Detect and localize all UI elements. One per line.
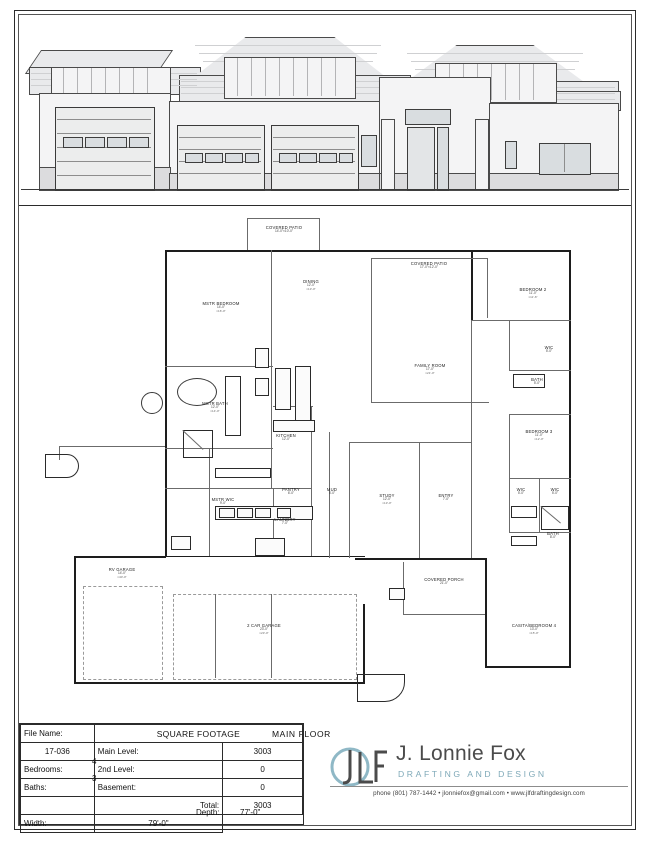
second-level-label: 2nd Level: [94,761,222,779]
main-level-value: 3003 [223,743,303,761]
kitchen-range [255,378,269,396]
title-block [19,723,304,828]
room-label-rv-garage: RV GARAGE 14'-0" ×40'-0" [108,567,136,579]
room-label-mstr-bedroom: MSTR BEDROOM 14'-0" ×16'-0" [202,301,240,313]
square-footage-header: SQUARE FOOTAGE [94,725,302,743]
room-label-bath-2: BATH 5'-0" [531,377,543,386]
front-elevation [19,15,631,205]
file-name-value: 17-036 [21,743,95,761]
front-door [407,127,435,191]
file-name-label: File Name: [21,725,95,743]
room-label-covered-patio-center: COVERED PATIO 17'-0"×12'-0" [410,261,448,270]
front-steps [357,674,405,702]
service-pad [389,588,405,600]
room-label-two-car-garage: 2 CAR GARAGE 23'-0" ×23'-0" [247,623,281,635]
laundry-appliance-2 [237,508,253,518]
width-value: 79'-0" [94,815,222,833]
refrigerator [255,348,269,368]
room-label-mud: MUD 6'-0" [326,487,338,496]
mechanical-box [255,538,285,556]
bedrooms-label: Bedrooms: [21,761,95,779]
bedrooms-value: 4 [92,757,97,766]
room-label-wic-3: WIC 5'-0" [516,487,526,496]
water-heater [171,536,191,550]
room-label-covered-patio-rear: COVERED PATIO 14'-0"×10'-0" [265,225,303,234]
kitchen-counter-a [275,368,291,410]
room-label-mstr-bath: MSTR BATH 12'-0" ×14'-0" [202,401,228,413]
rv-parking-outline [83,586,163,680]
kitchen-counter-b [273,420,315,432]
jlf-monogram-icon [330,742,388,792]
window-right-slider [539,143,591,175]
side-patio [45,454,79,478]
room-label-bedroom-2: BEDROOM 2 11'-0" ×11'-6" [519,287,547,299]
logo-company-name: J. Lonnie Fox [396,742,526,765]
mstr-closet-shelf [215,468,271,478]
car-parking-outline [173,594,357,680]
porch-column-left [381,119,395,191]
window-left-1 [361,135,377,167]
porch-column-right [475,119,489,191]
room-label-casita-bedroom-4: CASITA/BEDROOM 4 13'-0" ×15'-0" [511,623,557,635]
laundry-appliance-1 [219,508,235,518]
window-entry-upper [405,109,451,125]
logo-contact-line: phone (801) 787-1442 • jlonniefox@gmail.com • www.jlfdraftingdesign.com [373,790,585,797]
room-label-kitchen: KITCHEN 12'-0" [276,433,296,442]
room-label-study: STUDY 12'-0" ×13'-0" [379,493,395,505]
room-label-pantry: PANTRY 6'-0" [282,487,300,496]
mstr-shower-head [141,392,163,414]
baths-value: 3 [92,774,97,783]
main-floor-plan [19,206,631,711]
room-label-mstr-wic: MSTR WIC 9'-0" [211,497,235,506]
room-label-laundry: LAUNDRY 7'-0" [274,517,296,526]
width-label: Width: [21,815,95,833]
laundry-appliance-3 [255,508,271,518]
basement-label: Basement: [94,779,222,797]
main-floor-title: MAIN FLOOR [272,729,331,739]
room-label-wic-3b: WIC 5'-0" [550,487,560,496]
company-logo [330,740,630,818]
kitchen-island [295,366,311,424]
entry-sidelight [437,127,449,191]
casita-closet [511,536,537,546]
room-label-covered-porch: COVERED PORCH 21'-0" [424,577,464,586]
depth-label: Depth: [196,808,220,817]
room-label-dining: DINING 12'-0" ×13'-0" [303,279,319,291]
room-label-family-room: FAMILY ROOM 17'-0" ×21'-0" [414,363,446,375]
total-value: 3003 [223,797,303,815]
gable-wall-center [224,57,356,99]
bath-3-vanity [511,506,537,518]
basement-value: 0 [223,779,303,797]
total-label: Total: [94,797,222,815]
room-label-bath-3: BATH 8'-0" [547,531,559,540]
main-level-label: Main Level: [94,743,222,761]
logo-tagline: DRAFTING AND DESIGN [398,769,547,779]
room-label-entry: ENTRY 7'-0" [438,493,454,502]
window-right-small [505,141,517,169]
room-label-bedroom-3: BEDROOM 3 11'-0" ×12'-0" [525,429,553,441]
baths-label: Baths: [21,779,95,797]
logo-divider [330,786,628,787]
depth-value: 77'-0" [240,808,261,817]
second-level-value: 0 [223,761,303,779]
room-label-wic-2: WIC 5'-0" [544,345,554,354]
